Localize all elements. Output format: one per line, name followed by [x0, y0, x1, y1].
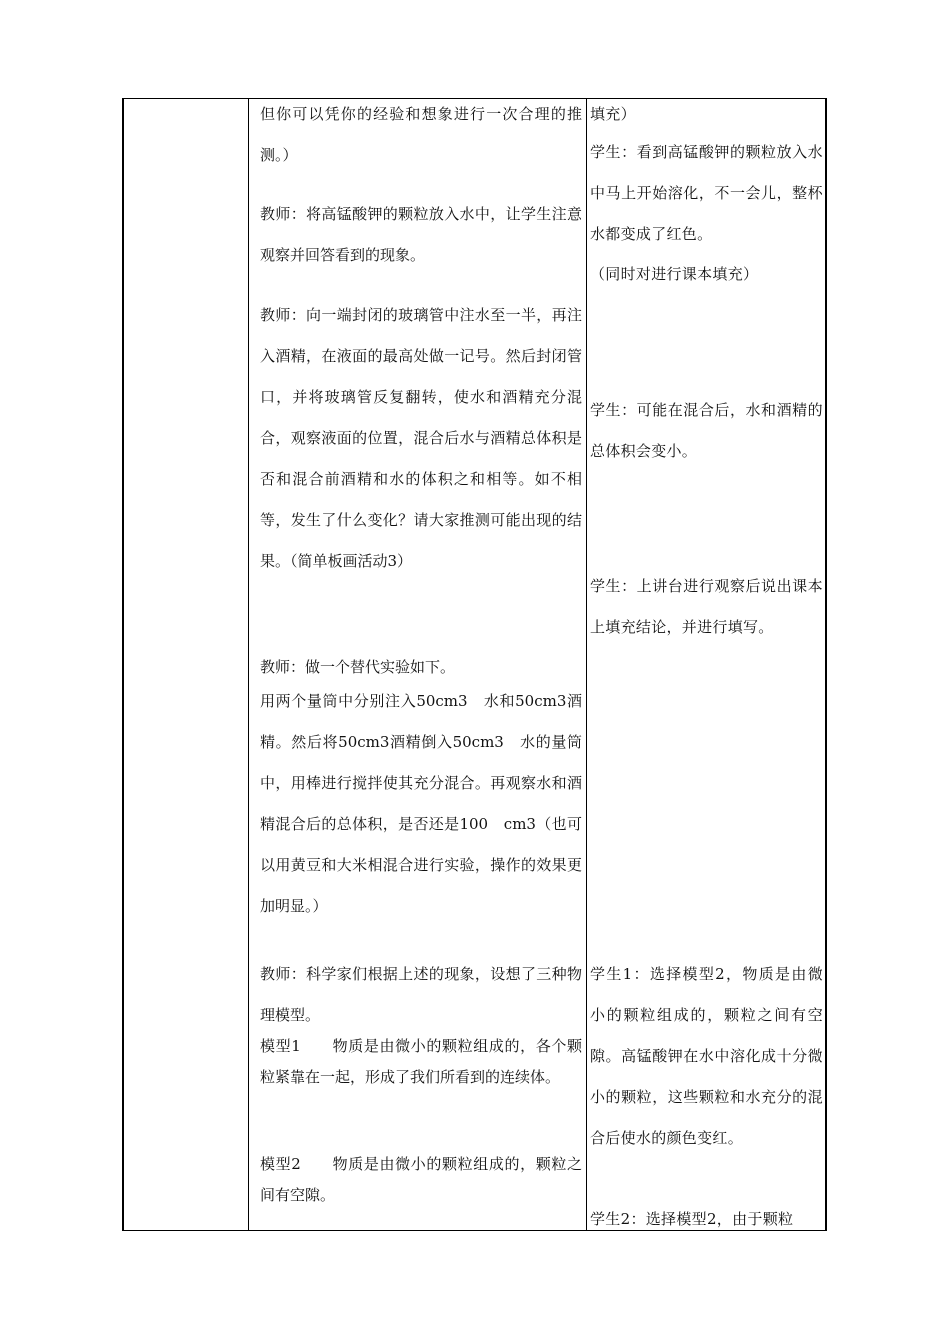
student-paragraph-2: 学生：看到高锰酸钾的颗粒放入水中马上开始溶化，不一会儿，整杯水都变成了红色。 [590, 143, 823, 243]
student-paragraph-1: 填充） [590, 105, 636, 123]
teacher-paragraph-1: 但你可以凭你的经验和想象进行一次合理的推测。） [260, 105, 582, 164]
column-divider-left [248, 99, 249, 1230]
student-paragraph-4: 学生：可能在混合后，水和酒精的总体积会变小。 [590, 401, 823, 460]
teacher-paragraph-6: 教师：科学家们根据上述的现象，设想了三种物理模型。 [260, 965, 582, 1024]
teacher-paragraph-4: 教师：做一个替代实验如下。 [260, 658, 456, 676]
student-paragraph-3: （同时对进行课本填充） [590, 265, 759, 283]
teacher-paragraph-2: 教师：将高锰酸钾的颗粒放入水中，让学生注意观察并回答看到的现象。 [260, 205, 582, 264]
lesson-table [122, 98, 827, 1231]
teacher-paragraph-5: 用两个量筒中分别注入50cm3 水和50cm3酒精。然后将50cm3酒精倒入50cm3 水的量筒中，用棒进行搅拌使其充分混合。再观察水和酒精混合后的总体积，是否还是100 cm3（也可以用黄豆和大米相混合进行实验，操作的效果更加明显。） [260, 692, 582, 915]
model-2-paragraph: 模型2 物质是由微小的颗粒组成的，颗粒之间有空隙。 [260, 1155, 582, 1204]
student-paragraph-5: 学生：上讲台进行观察后说出课本上填充结论，并进行填写。 [590, 577, 823, 636]
column-divider-right [586, 99, 587, 1230]
model-1-paragraph: 模型1 物质是由微小的颗粒组成的，各个颗粒紧靠在一起，形成了我们所看到的连续体。 [260, 1037, 582, 1086]
student-paragraph-6: 学生1：选择模型2，物质是由微小的颗粒组成的，颗粒之间有空隙。高锰酸钾在水中溶化成十分微小的颗粒，这些颗粒和水充分的混合后使水的颜色变红。 [590, 965, 823, 1147]
student-paragraph-7: 学生2：选择模型2，由于颗粒 [590, 1210, 794, 1228]
teacher-paragraph-3: 教师：向一端封闭的玻璃管中注水至一半，再注入酒精，在液面的最高处做一记号。然后封闭管口，并将玻璃管反复翻转，使水和酒精充分混合，观察液面的位置，混合后水与酒精总体积是否和混合前酒精和水的体积之和相等。如不相等，发生了什么变化？请大家推测可能出现的结果。（简单板画活动3） [260, 306, 582, 570]
